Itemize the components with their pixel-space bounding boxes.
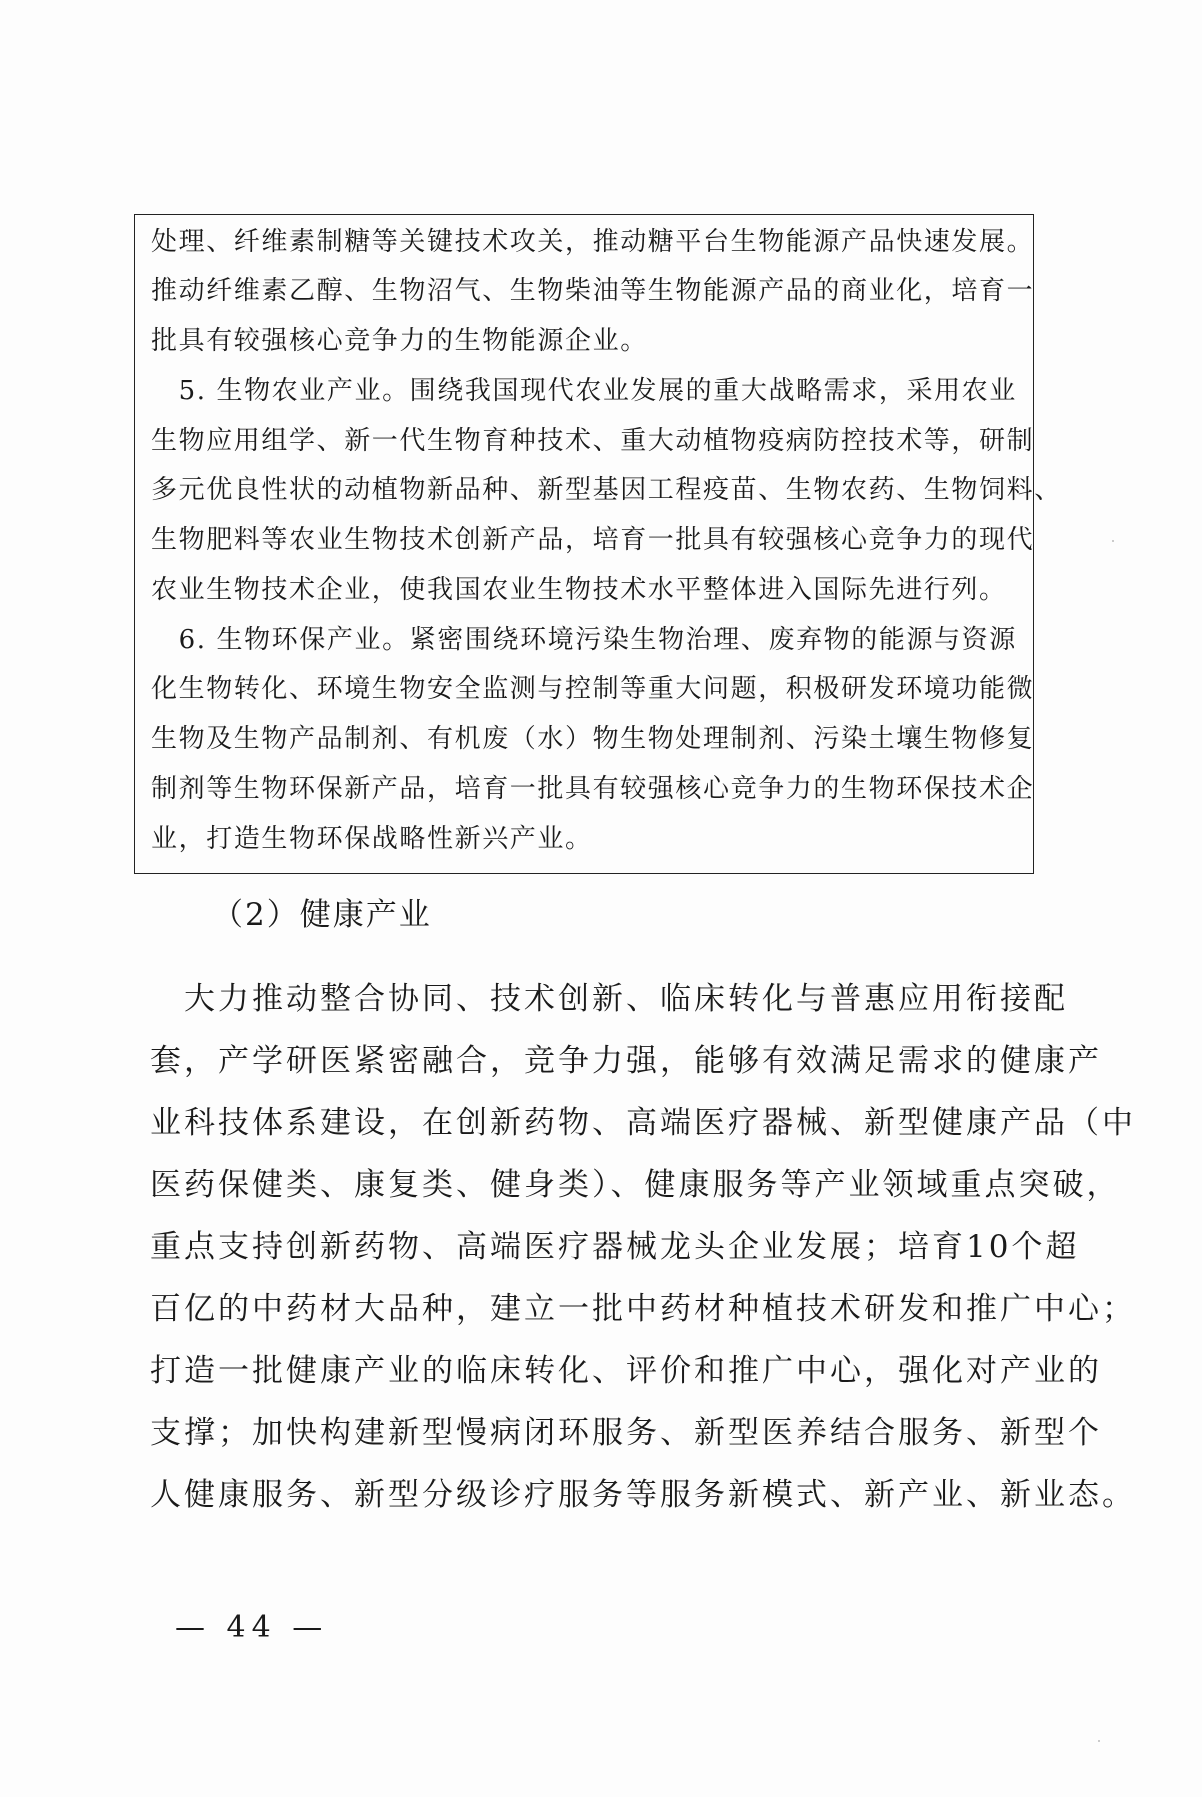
box-line: 制剂等生物环保新产品，培育一批具有较强核心竞争力的生物环保技术企 [151,774,1035,804]
section-heading: （2）健康产业 [212,897,432,933]
box-line: 6. 生物环保产业。紧密围绕环境污染生物治理、废弃物的能源与资源 [151,625,1017,655]
box-line: 处理、纤维素制糖等关键技术攻关，推动糖平台生物能源产品快速发展。 [151,227,1035,257]
page-number: — 44 — [175,1610,329,1645]
box-line: 推动纤维素乙醇、生物沼气、生物柴油等生物能源产品的商业化，培育一 [151,276,1035,306]
paragraph-line: 重点支持创新药物、高端医疗器械龙头企业发展；培育10个超 [150,1229,1080,1265]
box-line: 农业生物技术企业，使我国农业生物技术水平整体进入国际先进行列。 [151,575,1007,605]
box-line: 5. 生物农业产业。围绕我国现代农业发展的重大战略需求，采用农业 [151,376,1017,406]
scan-speck [1098,1740,1100,1742]
paragraph-line: 业科技体系建设，在创新药物、高端医疗器械、新型健康产品（中 [150,1105,1136,1141]
box-line: 业，打造生物环保战略性新兴产业。 [151,824,593,854]
box-line: 化生物转化、环境生物安全监测与控制等重大问题，积极研发环境功能微 [151,674,1035,704]
box-line: 批具有较强核心竞争力的生物能源企业。 [151,326,648,356]
paragraph-line: 支撑；加快构建新型慢病闭环服务、新型医养结合服务、新型个 [150,1415,1102,1451]
paragraph-line: 打造一批健康产业的临床转化、评价和推广中心，强化对产业的 [150,1353,1102,1389]
box-line: 多元优良性状的动植物新品种、新型基因工程疫苗、生物农药、生物饲料、 [151,475,1062,505]
paragraph-line: 百亿的中药材大品种，建立一批中药材种植技术研发和推广中心； [150,1291,1136,1327]
box-line: 生物及生物产品制剂、有机废（水）物生物处理制剂、污染土壤生物修复 [151,724,1035,754]
paragraph-line: 大力推动整合协同、技术创新、临床转化与普惠应用衔接配 [150,981,1068,1017]
paragraph-line: 医药保健类、康复类、健身类）、健康服务等产业领域重点突破， [150,1167,1121,1203]
boxed-text-panel [134,214,1062,874]
box-line: 生物肥料等农业生物技术创新产品，培育一批具有较强核心竞争力的现代 [151,525,1035,555]
scan-speck [1112,540,1114,542]
paragraph-line: 人健康服务、新型分级诊疗服务等服务新模式、新产业、新业态。 [150,1477,1136,1513]
box-line: 生物应用组学、新一代生物育种技术、重大动植物疫病防控技术等，研制 [151,426,1035,456]
paragraph-line: 套，产学研医紧密融合，竞争力强，能够有效满足需求的健康产 [150,1043,1102,1079]
